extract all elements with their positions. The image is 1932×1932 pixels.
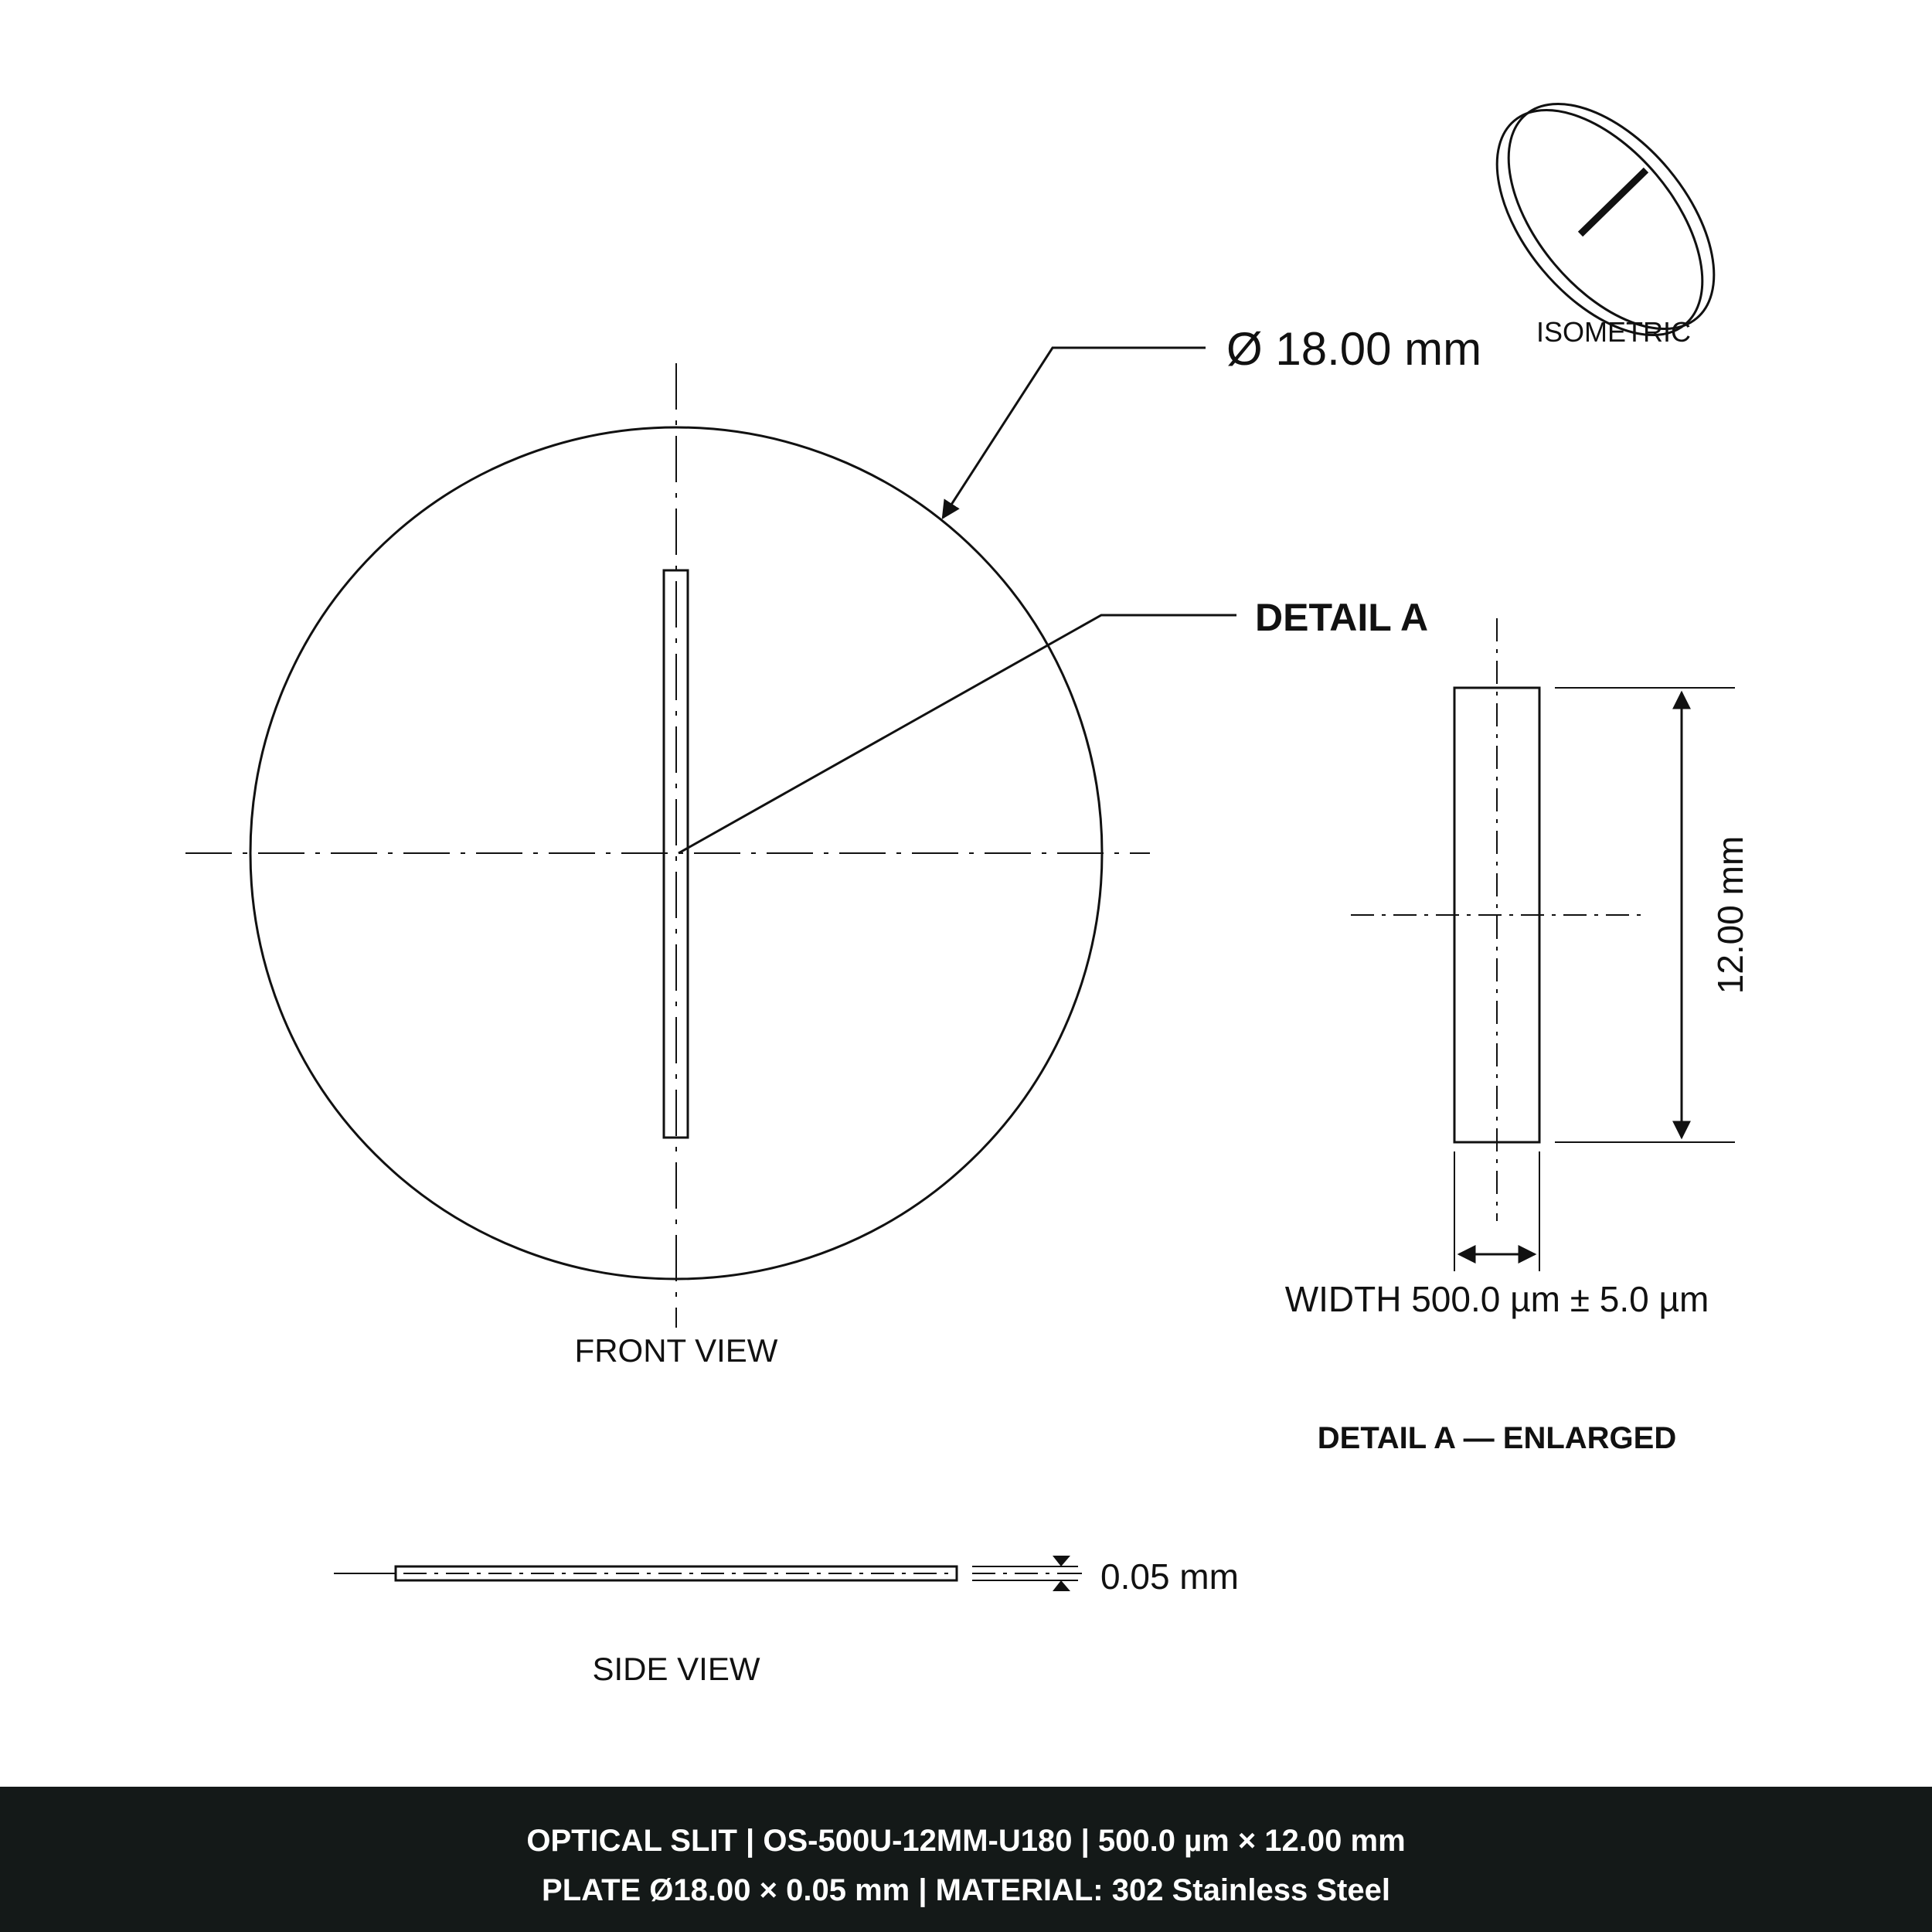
isometric-slit [1580,170,1646,234]
title-block [0,1787,1932,1932]
detail-a-leader [679,615,1236,853]
title-line-1: OPTICAL SLIT | OS-500U-12MM-U180 | 500.0 µm × 12.00 mm [526,1824,1406,1858]
thickness-arrow-top [1053,1556,1070,1566]
side-view-label: SIDE VIEW [592,1651,760,1687]
detail-a-view [1285,618,1750,1319]
width-dimension-label: WIDTH 500.0 µm ± 5.0 µm [1284,1279,1709,1319]
length-dimension-label: 12.00 mm [1710,835,1750,995]
detail-a-callout [679,596,1428,853]
thickness-label: 0.05 mm [1100,1556,1239,1597]
front-view [185,363,1150,1328]
diameter-leader [943,348,1206,518]
diameter-callout [943,323,1481,518]
detail-a-label: DETAIL A [1255,596,1429,639]
isometric-label: ISOMETRIC [1536,316,1692,348]
diameter-label: Ø 18.00 mm [1226,323,1482,375]
detail-a-enlarged-label: DETAIL A — ENLARGED [1317,1421,1677,1455]
front-view-label: FRONT VIEW [574,1332,778,1369]
thickness-arrow-bottom [1053,1580,1070,1591]
side-view [334,1556,1239,1597]
title-line-2: PLATE Ø18.00 × 0.05 mm | MATERIAL: 302 Stainless Steel [542,1873,1390,1907]
